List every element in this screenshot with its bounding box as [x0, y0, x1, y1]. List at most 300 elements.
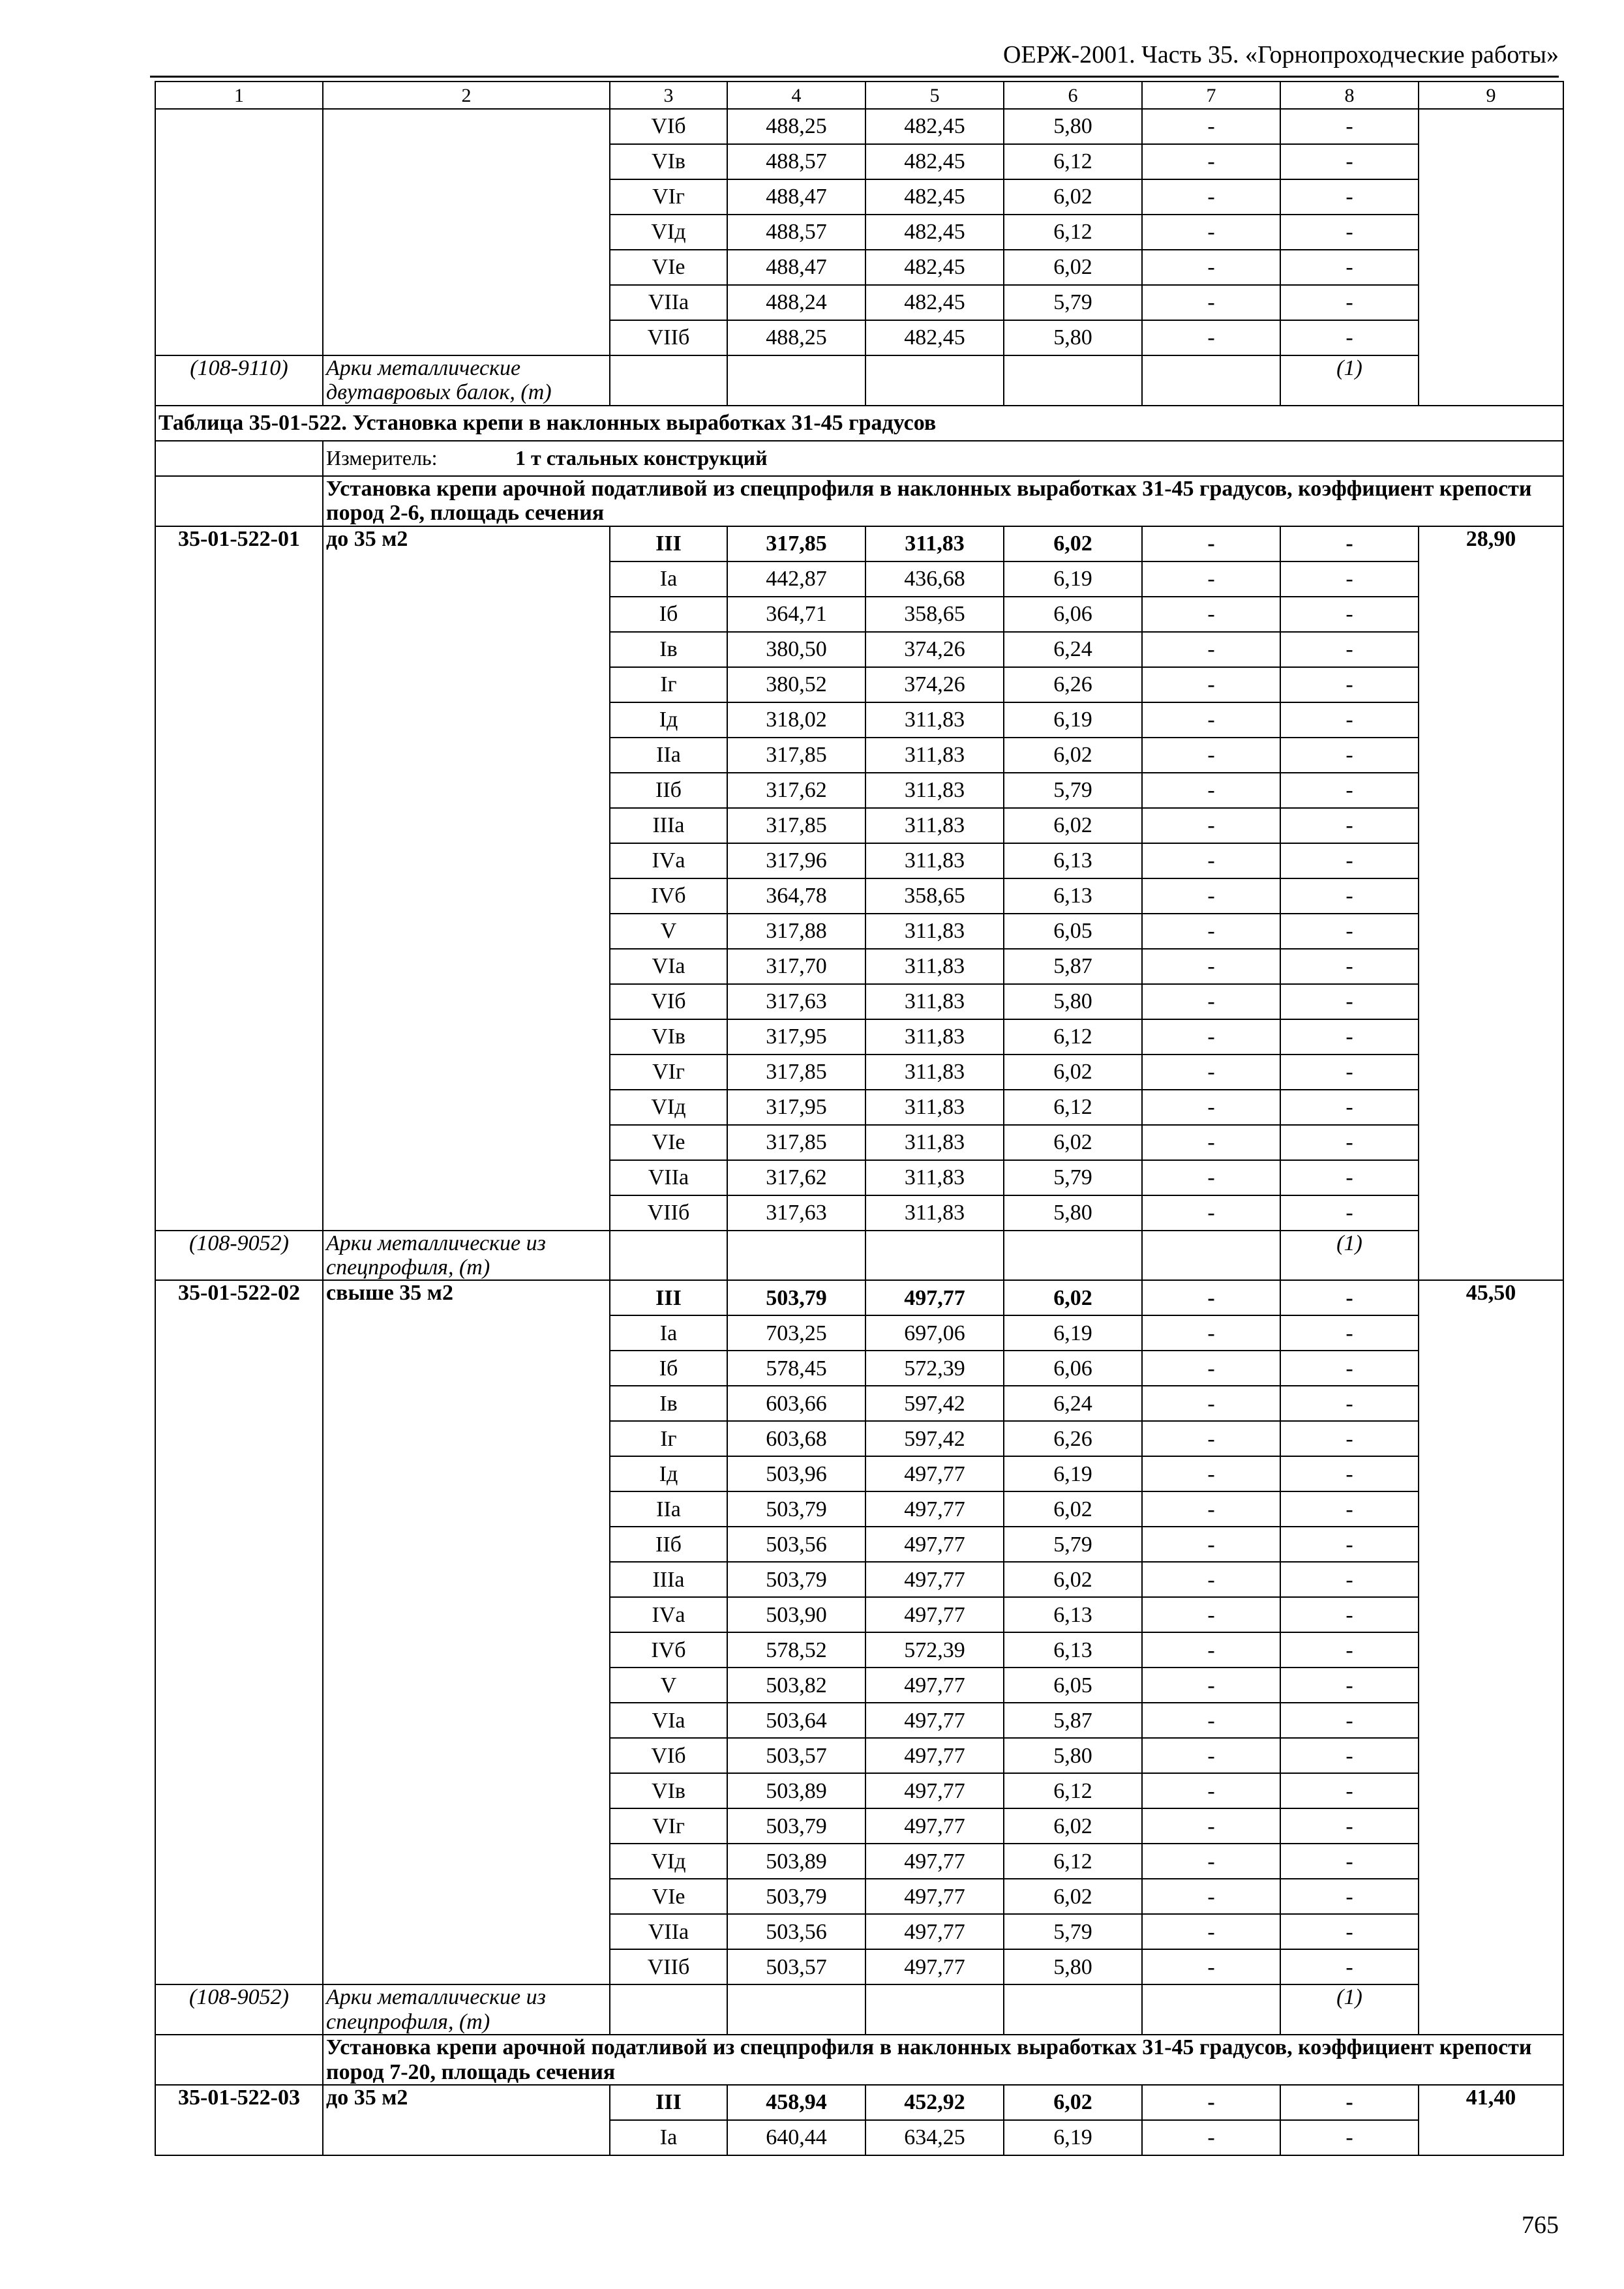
empty-cell [610, 1984, 727, 2035]
value-cell: 503,56 [727, 1527, 865, 1562]
value-cell: 311,83 [865, 702, 1004, 738]
value-cell: - [1142, 320, 1280, 355]
value-cell: 5,80 [1004, 984, 1142, 1019]
value-cell: - [1280, 738, 1419, 773]
value-cell: 317,63 [727, 1195, 865, 1231]
value-cell: 6,05 [1004, 914, 1142, 949]
zone-cell: VIд [610, 1090, 727, 1125]
value-cell: 497,77 [865, 1597, 1004, 1632]
value-cell: 488,47 [727, 250, 865, 285]
value-cell: 497,77 [865, 1773, 1004, 1808]
value-cell: 5,79 [1004, 1527, 1142, 1562]
value-cell: 6,12 [1004, 215, 1142, 250]
value-cell: 488,47 [727, 179, 865, 215]
value-cell: 358,65 [865, 878, 1004, 914]
value-cell: 572,39 [865, 1632, 1004, 1668]
value-cell: 482,45 [865, 109, 1004, 144]
zone-cell: VIв [610, 1019, 727, 1055]
value-cell: 497,77 [865, 1562, 1004, 1597]
value-cell: - [1280, 1491, 1419, 1527]
zone-cell: VIб [610, 984, 727, 1019]
value-cell: 6,12 [1004, 1773, 1142, 1808]
value-cell: - [1142, 1773, 1280, 1808]
rate-code [155, 109, 323, 355]
zone-cell: Iд [610, 702, 727, 738]
value-cell: - [1280, 1019, 1419, 1055]
value-cell: 358,65 [865, 597, 1004, 632]
value-cell: 317,63 [727, 984, 865, 1019]
empty-cell [1004, 355, 1142, 406]
value-cell: 603,68 [727, 1421, 865, 1456]
value-cell: - [1280, 1844, 1419, 1879]
material-note-row [155, 355, 1563, 406]
zone-cell: IIIа [610, 1562, 727, 1597]
value-cell: 317,62 [727, 1160, 865, 1195]
value-cell: 311,83 [865, 1019, 1004, 1055]
table-row [155, 109, 1563, 144]
value-cell: 503,96 [727, 1456, 865, 1491]
col9-value: 28,90 [1419, 526, 1563, 1281]
material-qty: (1) [1280, 355, 1419, 406]
value-cell: 503,79 [727, 1562, 865, 1597]
empty-cell [155, 476, 323, 526]
value-cell: - [1142, 632, 1280, 667]
zone-cell: VIд [610, 1844, 727, 1879]
value-cell: - [1142, 179, 1280, 215]
value-cell: - [1280, 597, 1419, 632]
column-number: 8 [1280, 82, 1419, 109]
value-cell: - [1142, 250, 1280, 285]
rate-code: 35-01-522-03 [155, 2085, 323, 2155]
value-cell: - [1142, 738, 1280, 773]
column-number: 4 [727, 82, 865, 109]
value-cell: 482,45 [865, 285, 1004, 320]
value-cell: 6,02 [1004, 1808, 1142, 1844]
value-cell: - [1142, 984, 1280, 1019]
empty-cell [610, 1231, 727, 1281]
value-cell: - [1142, 1386, 1280, 1421]
value-cell: 311,83 [865, 843, 1004, 878]
value-cell: 497,77 [865, 1914, 1004, 1949]
value-cell: 311,83 [865, 1055, 1004, 1090]
zone-cell: VIIа [610, 1914, 727, 1949]
zone-cell: Iг [610, 1421, 727, 1456]
value-cell: 503,79 [727, 1280, 865, 1315]
zone-cell: IVб [610, 1632, 727, 1668]
zone-cell: VIе [610, 250, 727, 285]
value-cell: 5,80 [1004, 1738, 1142, 1773]
value-cell: - [1280, 2085, 1419, 2120]
value-cell: 6,02 [1004, 1125, 1142, 1160]
value-cell: 5,79 [1004, 1914, 1142, 1949]
value-cell: 311,83 [865, 738, 1004, 773]
empty-cell [1004, 1231, 1142, 1281]
empty-cell [727, 1984, 865, 2035]
value-cell: 452,92 [865, 2085, 1004, 2120]
zone-cell: IIб [610, 1527, 727, 1562]
value-cell: - [1280, 1668, 1419, 1703]
empty-cell [155, 2035, 323, 2085]
zone-cell: VIв [610, 1773, 727, 1808]
value-cell: - [1142, 1668, 1280, 1703]
value-cell: 703,25 [727, 1315, 865, 1351]
value-cell: 317,96 [727, 843, 865, 878]
zone-cell: Iа [610, 561, 727, 597]
value-cell: 497,77 [865, 1491, 1004, 1527]
zone-cell: III [610, 526, 727, 561]
value-cell: 482,45 [865, 215, 1004, 250]
value-cell: 597,42 [865, 1421, 1004, 1456]
value-cell: 6,02 [1004, 1280, 1142, 1315]
value-cell: 6,02 [1004, 2085, 1142, 2120]
value-cell: 311,83 [865, 773, 1004, 808]
value-cell: 5,79 [1004, 285, 1142, 320]
value-cell: - [1280, 1125, 1419, 1160]
value-cell: 317,85 [727, 1125, 865, 1160]
value-cell: 317,95 [727, 1090, 865, 1125]
material-name: Арки металлические из спецпрофиля, (т) [323, 1231, 610, 1281]
value-cell: 380,50 [727, 632, 865, 667]
value-cell: 5,80 [1004, 1949, 1142, 1984]
page-header [150, 38, 1559, 78]
value-cell: 503,79 [727, 1808, 865, 1844]
zone-cell: Iд [610, 1456, 727, 1491]
table-row [155, 1280, 1563, 1315]
value-cell: 6,02 [1004, 179, 1142, 215]
section-heading: Установка крепи арочной податливой из спецпрофиля в наклонных выработках 31-45 градусов, коэффициент крепости пород 7-20, площадь сечения [323, 2035, 1563, 2085]
value-cell: 5,87 [1004, 1703, 1142, 1738]
value-cell: - [1142, 1808, 1280, 1844]
value-cell: 697,06 [865, 1315, 1004, 1351]
value-cell: 311,83 [865, 1195, 1004, 1231]
value-cell: - [1280, 1773, 1419, 1808]
value-cell: - [1280, 1879, 1419, 1914]
value-cell: 6,02 [1004, 1491, 1142, 1527]
value-cell: 311,83 [865, 914, 1004, 949]
value-cell: - [1280, 1421, 1419, 1456]
value-cell: - [1280, 1562, 1419, 1597]
value-cell: - [1142, 2120, 1280, 2155]
value-cell: 5,80 [1004, 320, 1142, 355]
value-cell: 6,26 [1004, 1421, 1142, 1456]
value-cell: 6,19 [1004, 2120, 1142, 2155]
value-cell: - [1280, 1160, 1419, 1195]
value-cell: - [1280, 1456, 1419, 1491]
zone-cell: V [610, 1668, 727, 1703]
value-cell: 6,13 [1004, 1632, 1142, 1668]
value-cell: 503,89 [727, 1773, 865, 1808]
measure-row [155, 441, 1563, 476]
value-cell: 5,87 [1004, 949, 1142, 984]
rate-code: 35-01-522-02 [155, 1280, 323, 1984]
value-cell: 6,02 [1004, 1055, 1142, 1090]
value-cell: 488,25 [727, 109, 865, 144]
value-cell: 6,19 [1004, 1315, 1142, 1351]
zone-cell: VIе [610, 1879, 727, 1914]
value-cell: 317,85 [727, 1055, 865, 1090]
material-code: (108-9052) [155, 1984, 323, 2035]
value-cell: 318,02 [727, 702, 865, 738]
value-cell: 597,42 [865, 1386, 1004, 1421]
zone-cell: Iб [610, 597, 727, 632]
zone-cell: VIв [610, 144, 727, 179]
zone-cell: Iв [610, 632, 727, 667]
value-cell: - [1280, 144, 1419, 179]
column-number-row [155, 82, 1563, 109]
value-cell: 497,77 [865, 1280, 1004, 1315]
column-number: 5 [865, 82, 1004, 109]
value-cell: 5,79 [1004, 773, 1142, 808]
value-cell: - [1280, 914, 1419, 949]
header-title: ОЕРЖ-2001. Часть 35. «Горнопроходческие работы» [1003, 41, 1559, 68]
empty-cell [1142, 355, 1280, 406]
measure-value: 1 т стальных конструкций [515, 446, 768, 470]
value-cell: 5,80 [1004, 1195, 1142, 1231]
norms-table [155, 81, 1564, 2156]
column-number: 3 [610, 82, 727, 109]
value-cell: - [1142, 2085, 1280, 2120]
value-cell: - [1142, 1195, 1280, 1231]
rate-code: 35-01-522-01 [155, 526, 323, 1231]
section-heading-row [155, 2035, 1563, 2085]
value-cell: - [1280, 179, 1419, 215]
value-cell: - [1142, 1019, 1280, 1055]
zone-cell: VIе [610, 1125, 727, 1160]
value-cell: - [1142, 1315, 1280, 1351]
value-cell: 374,26 [865, 667, 1004, 702]
value-cell: 311,83 [865, 1090, 1004, 1125]
value-cell: - [1142, 1351, 1280, 1386]
value-cell: 497,77 [865, 1527, 1004, 1562]
value-cell: 503,90 [727, 1597, 865, 1632]
value-cell: - [1142, 1456, 1280, 1491]
value-cell: 6,13 [1004, 1597, 1142, 1632]
value-cell: 436,68 [865, 561, 1004, 597]
material-note-row [155, 1984, 1563, 2035]
empty-cell [727, 355, 865, 406]
value-cell: - [1280, 1055, 1419, 1090]
value-cell: 6,19 [1004, 1456, 1142, 1491]
value-cell: - [1280, 667, 1419, 702]
value-cell: - [1280, 1808, 1419, 1844]
zone-cell: Iа [610, 1315, 727, 1351]
value-cell: - [1142, 1914, 1280, 1949]
value-cell: 6,02 [1004, 808, 1142, 843]
zone-cell: IIа [610, 738, 727, 773]
value-cell: - [1280, 561, 1419, 597]
material-name: Арки металлические двутавровых балок, (т) [323, 355, 610, 406]
value-cell: - [1280, 949, 1419, 984]
value-cell: - [1142, 1597, 1280, 1632]
material-note-row [155, 1231, 1563, 1281]
value-cell: 497,77 [865, 1668, 1004, 1703]
empty-cell [865, 1984, 1004, 2035]
value-cell: - [1280, 702, 1419, 738]
value-cell: 6,24 [1004, 1386, 1142, 1421]
value-cell: - [1280, 773, 1419, 808]
zone-cell: IIа [610, 1491, 727, 1527]
value-cell: - [1142, 561, 1280, 597]
value-cell: - [1142, 109, 1280, 144]
value-cell: - [1142, 1879, 1280, 1914]
zone-cell: VIг [610, 1055, 727, 1090]
value-cell: 503,64 [727, 1703, 865, 1738]
page-number: 765 [1522, 2211, 1559, 2239]
value-cell: 6,13 [1004, 843, 1142, 878]
value-cell: - [1280, 878, 1419, 914]
zone-cell: Iг [610, 667, 727, 702]
value-cell: - [1280, 526, 1419, 561]
value-cell: - [1142, 914, 1280, 949]
value-cell: - [1280, 1195, 1419, 1231]
col9-value: 41,40 [1419, 2085, 1563, 2155]
value-cell: - [1142, 1738, 1280, 1773]
rate-description: до 35 м2 [323, 526, 610, 1231]
column-number: 6 [1004, 82, 1142, 109]
zone-cell: IVа [610, 843, 727, 878]
empty-cell [1142, 1984, 1280, 2035]
zone-cell: VIб [610, 109, 727, 144]
value-cell: 364,78 [727, 878, 865, 914]
value-cell: 503,57 [727, 1738, 865, 1773]
value-cell: 482,45 [865, 144, 1004, 179]
column-number: 9 [1419, 82, 1563, 109]
zone-cell: VIг [610, 1808, 727, 1844]
value-cell: - [1142, 526, 1280, 561]
value-cell: - [1280, 1632, 1419, 1668]
value-cell: 458,94 [727, 2085, 865, 2120]
value-cell: - [1142, 285, 1280, 320]
empty-cell [727, 1231, 865, 1281]
value-cell: 380,52 [727, 667, 865, 702]
value-cell: - [1142, 1055, 1280, 1090]
value-cell: 5,80 [1004, 109, 1142, 144]
value-cell: 6,02 [1004, 738, 1142, 773]
value-cell: - [1280, 320, 1419, 355]
table-row [155, 2085, 1563, 2120]
value-cell: 317,62 [727, 773, 865, 808]
value-cell: 603,66 [727, 1386, 865, 1421]
value-cell: 503,89 [727, 1844, 865, 1879]
value-cell: - [1142, 1090, 1280, 1125]
value-cell: 6,06 [1004, 597, 1142, 632]
section-heading: Установка крепи арочной податливой из спецпрофиля в наклонных выработках 31-45 градусов, коэффициент крепости пород 2-6, площадь сечения [323, 476, 1563, 526]
value-cell: 364,71 [727, 597, 865, 632]
empty-cell [865, 1231, 1004, 1281]
value-cell: 317,85 [727, 808, 865, 843]
value-cell: - [1280, 1738, 1419, 1773]
value-cell: - [1142, 667, 1280, 702]
value-cell: 503,57 [727, 1949, 865, 1984]
value-cell: - [1142, 144, 1280, 179]
zone-cell: VIг [610, 179, 727, 215]
value-cell: - [1280, 632, 1419, 667]
value-cell: 482,45 [865, 250, 1004, 285]
value-cell: - [1280, 2120, 1419, 2155]
material-code: (108-9052) [155, 1231, 323, 1281]
value-cell: - [1142, 597, 1280, 632]
value-cell: - [1142, 1632, 1280, 1668]
value-cell: - [1280, 1527, 1419, 1562]
value-cell: 311,83 [865, 949, 1004, 984]
value-cell: - [1142, 1280, 1280, 1315]
value-cell: 482,45 [865, 320, 1004, 355]
value-cell: - [1142, 808, 1280, 843]
value-cell: - [1280, 1315, 1419, 1351]
column-number: 1 [155, 82, 323, 109]
zone-cell: VIа [610, 1703, 727, 1738]
value-cell: 6,13 [1004, 878, 1142, 914]
zone-cell: III [610, 1280, 727, 1315]
value-cell: 6,19 [1004, 561, 1142, 597]
value-cell: 6,12 [1004, 1090, 1142, 1125]
value-cell: - [1142, 1421, 1280, 1456]
material-qty: (1) [1280, 1984, 1419, 2035]
value-cell: 6,12 [1004, 1844, 1142, 1879]
value-cell: - [1142, 1160, 1280, 1195]
empty-cell [155, 441, 323, 476]
value-cell: 634,25 [865, 2120, 1004, 2155]
value-cell: 503,56 [727, 1914, 865, 1949]
value-cell: - [1142, 1491, 1280, 1527]
zone-cell: VIIб [610, 320, 727, 355]
value-cell: - [1280, 843, 1419, 878]
value-cell: 442,87 [727, 561, 865, 597]
value-cell: 6,06 [1004, 1351, 1142, 1386]
zone-cell: VIIб [610, 1949, 727, 1984]
value-cell: - [1142, 773, 1280, 808]
value-cell: 6,02 [1004, 250, 1142, 285]
value-cell: - [1142, 702, 1280, 738]
value-cell: 497,77 [865, 1808, 1004, 1844]
measure-label: Измеритель: [326, 446, 438, 470]
value-cell: - [1142, 1125, 1280, 1160]
table-row [155, 526, 1563, 561]
zone-cell: VIIа [610, 1160, 727, 1195]
value-cell: 503,79 [727, 1879, 865, 1914]
rate-description: свыше 35 м2 [323, 1280, 610, 1984]
value-cell: 311,83 [865, 1125, 1004, 1160]
value-cell: 503,79 [727, 1491, 865, 1527]
table-body [155, 82, 1563, 2155]
value-cell: 311,83 [865, 526, 1004, 561]
value-cell: - [1280, 1597, 1419, 1632]
value-cell: 488,25 [727, 320, 865, 355]
zone-cell: IVб [610, 878, 727, 914]
value-cell: 6,24 [1004, 632, 1142, 667]
value-cell: 497,77 [865, 1703, 1004, 1738]
zone-cell: V [610, 914, 727, 949]
col9-value: 45,50 [1419, 1280, 1563, 2035]
value-cell: 497,77 [865, 1738, 1004, 1773]
value-cell: 6,05 [1004, 1668, 1142, 1703]
value-cell: 374,26 [865, 632, 1004, 667]
value-cell: 578,52 [727, 1632, 865, 1668]
value-cell: 6,02 [1004, 526, 1142, 561]
value-cell: 497,77 [865, 1844, 1004, 1879]
zone-cell: VIа [610, 949, 727, 984]
rate-description: до 35 м2 [323, 2085, 610, 2155]
value-cell: - [1142, 1527, 1280, 1562]
value-cell: - [1280, 1280, 1419, 1315]
value-cell: 6,12 [1004, 144, 1142, 179]
value-cell: 5,79 [1004, 1160, 1142, 1195]
empty-cell [1142, 1231, 1280, 1281]
value-cell: 317,85 [727, 526, 865, 561]
value-cell: 640,44 [727, 2120, 865, 2155]
material-code: (108-9110) [155, 355, 323, 406]
table-title-row [155, 406, 1563, 441]
